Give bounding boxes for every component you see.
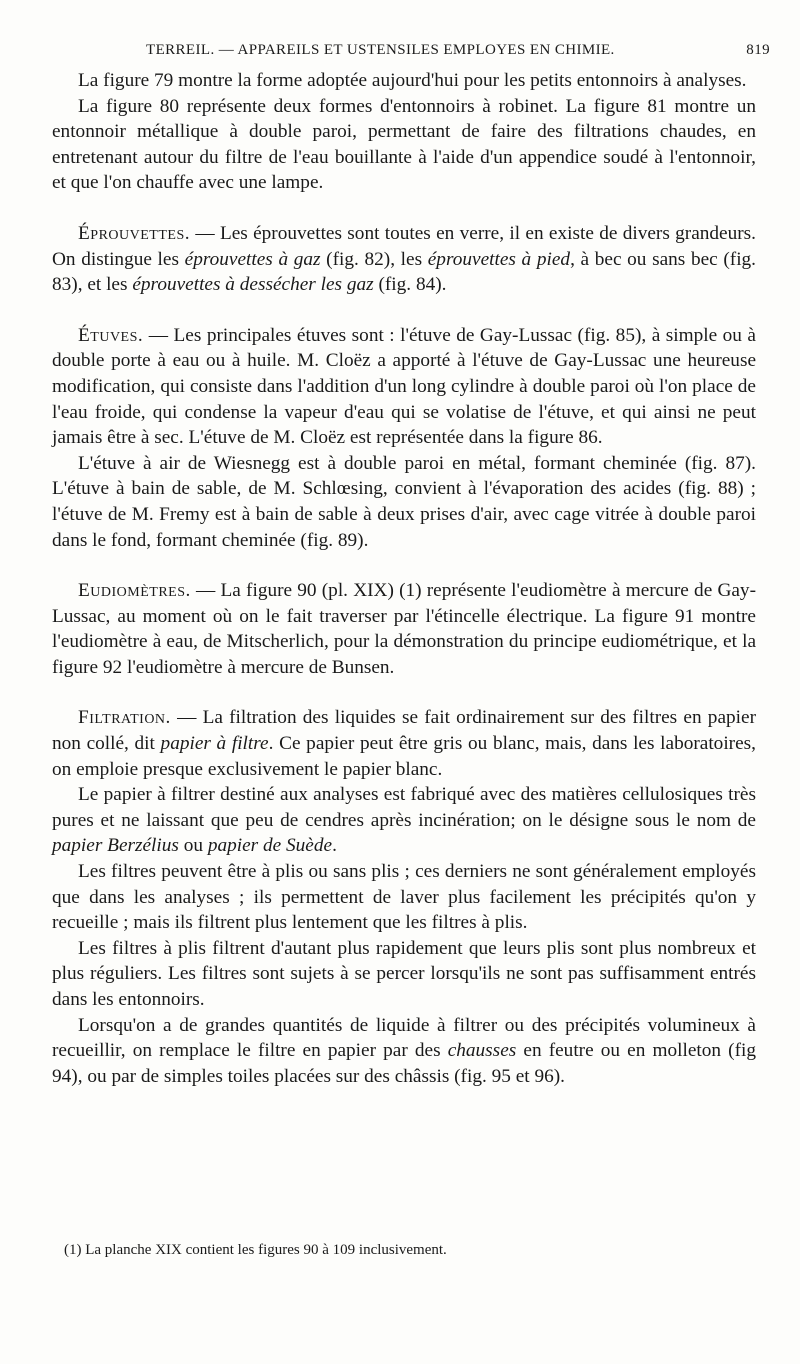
eudiometres-text: — La figure 90 (pl. XIX) (1) représente l'eudiomètre à mercure de Gay-Lussac, au moment où on le fait traverser par l'étincelle électrique. La figure 91 montre l'eudiomètre à eau, de Mitscherlich, pour la démonstration du principe eudiométrique, et la figure 92 l'eudiomètre à mercure de Bunsen.: [52, 580, 756, 678]
chausses-text-2: en feutre ou en molleton (fig 94), ou par de simples toiles placées sur des châssis (fig. 95 et 96).: [52, 1040, 756, 1087]
heading-filtration: Filtration.: [78, 707, 171, 729]
paragraph-eprouvettes: [52, 221, 756, 298]
filtration-text-1: — La filtration des liquides se fait ordinairement sur des filtres en papier non collé, dit: [52, 707, 756, 755]
papier-emph-2: papier de Suède: [207, 835, 333, 857]
eprouvettes-text-2: (fig. 82), les: [320, 248, 428, 270]
filtration-text-2: . Ce papier peut être gris ou blanc, mais, dans les laboratoires, on emploie presque exclusivement le papier blanc.: [52, 733, 756, 780]
chausses-emph-1: chausses: [447, 1040, 517, 1062]
papier-text-3: .: [332, 835, 337, 857]
etuves-text: — Les principales étuves sont : l'étuve de Gay-Lussac (fig. 85), à simple ou à double porte à eau ou à huile. M. Cloëz a apporté à l'étuve de Gay-Lussac une heureuse modification, qui consiste dans l'addition d'un long cylindre à double paroi où l'on place de l'eau froide, qui condense la vapeur d'eau qui se volatise de l'étuve, et qui ainsi ne peut jamais être à sec. L'étuve de M. Cloëz est représentée dans la figure 86.: [52, 324, 756, 449]
paragraph-filtres-plis: Les filtres peuvent être à plis ou sans plis ; ces derniers ne sont généralement employés que dans les analyses ; ils permettent de laver plus facilement les précipités qu'on y recueille ; mais ils filtrent plus lentement que les filtres à plis.: [52, 861, 756, 934]
papier-text-2: ou: [178, 835, 208, 857]
paragraph-filtres-rapidement: Les filtres à plis filtrent d'autant plus rapidement que leurs plis sont plus nombreux et plus réguliers. Les filtres sont sujets à se percer lorsqu'ils ne sont pas suffisamment entrés dans les entonnoirs.: [52, 937, 756, 1010]
papier-emph-1: papier Berzélius: [52, 835, 179, 857]
paragraph-eudiometres: [52, 578, 756, 680]
eprouvettes-emph-1: éprouvettes à gaz: [184, 248, 321, 270]
paragraph-entonnoirs-robinet: La figure 80 représente deux formes d'entonnoirs à robinet. La figure 81 montre un entonnoir métallique à double paroi, permettant de faire des filtrations chaudes, en entretenant autour du filtre de l'eau bouillante à l'aide d'un appendice soudé à l'entonnoir, et que l'on chauffe avec une lampe.: [52, 95, 756, 194]
papier-text-1: Le papier à filtrer destiné aux analyses est fabriqué avec des matières cellulosiques très pures et ne laissant que peu de cendres après incinération; on le désigne sous le nom de: [52, 784, 756, 831]
paragraph-entonnoirs-analyses: La figure 79 montre la forme adoptée aujourd'hui pour les petits entonnoirs à analyses.: [78, 70, 747, 91]
body-text: [52, 68, 756, 1089]
paragraph-etuves: [52, 323, 756, 451]
heading-eprouvettes: Éprouvettes.: [78, 222, 191, 244]
filtration-emph-1: papier à filtre: [160, 733, 269, 755]
page-header: [52, 40, 770, 64]
paragraph-filtration: [52, 705, 756, 782]
eprouvettes-emph-2: éprouvettes à pied: [427, 248, 571, 270]
eprouvettes-text-4: (fig. 84).: [373, 274, 447, 296]
page-number: 819: [746, 42, 770, 58]
paragraph-papier-filtrer: [52, 782, 756, 859]
eprouvettes-text-3: , à bec ou sans bec (fig. 83), et les: [52, 248, 757, 296]
paragraph-chausses: [52, 1013, 756, 1090]
running-title: TERREIL. — APPAREILS ET USTENSILES EMPLOYES EN CHIMIE.: [146, 42, 615, 58]
heading-eudiometres: Eudiomètres.: [78, 580, 191, 602]
eprouvettes-emph-3: éprouvettes à dessécher les gaz: [132, 274, 374, 296]
chausses-text-1: Lorsqu'on a de grandes quantités de liquide à filtrer ou des précipités volumineux à recueillir, on remplace le filtre en papier par des: [52, 1014, 756, 1062]
paragraph-etuve-wiesnegg: L'étuve à air de Wiesnegg est à double paroi en métal, formant cheminée (fig. 87). L'étuve à bain de sable, de M. Schlœsing, convient à l'évaporation des acides (fig. 88) ; l'étuve de M. Fremy est à bain de sable à deux prises d'air, avec cage vitrée à double paroi dans le fond, formant cheminée (fig. 89).: [52, 452, 756, 551]
eprouvettes-text-1: — Les éprouvettes sont toutes en verre, il en existe de divers grandeurs. On distingue les: [52, 222, 756, 270]
footnote: (1) La planche XIX contient les figures 90 à 109 inclusivement.: [64, 1242, 447, 1258]
heading-etuves: Étuves.: [78, 324, 144, 346]
